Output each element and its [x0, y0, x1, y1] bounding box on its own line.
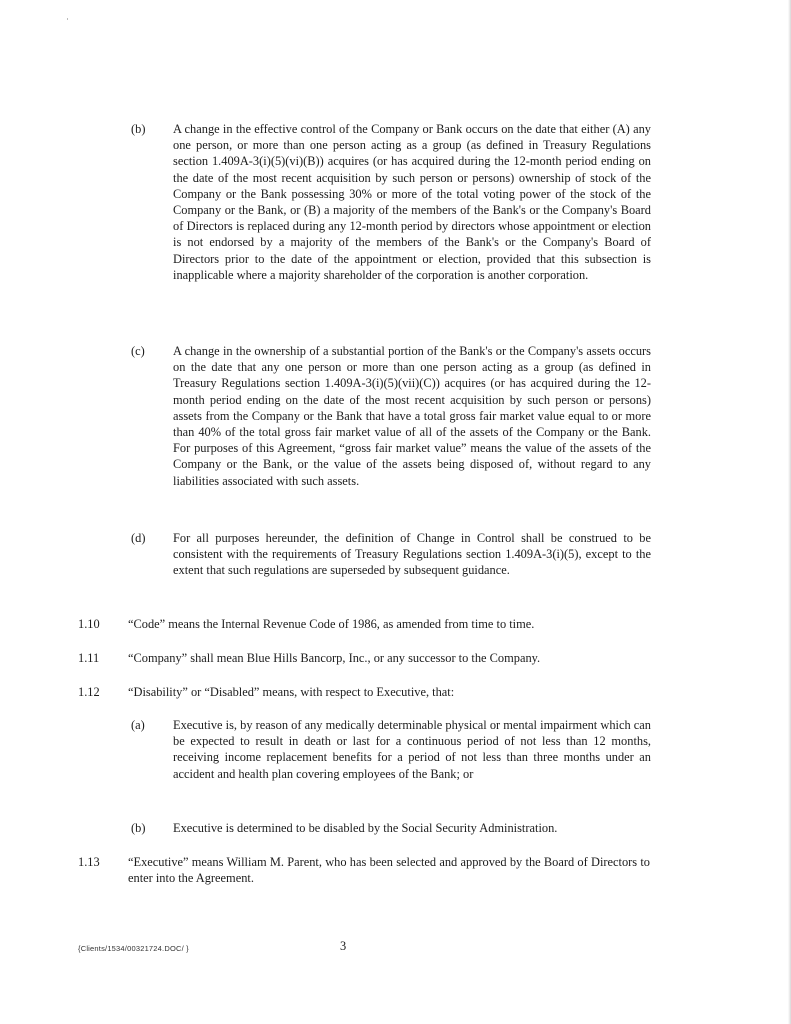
clause-b2-label: (b) [131, 821, 146, 835]
section-1-13-text: “Executive” means William M. Parent, who has been selected and approved by the Board of Directors to enter into the Agreement. [128, 855, 650, 886]
page-number: 3 [340, 939, 347, 953]
scan-speck [67, 18, 68, 20]
section-1-12-text: “Disability” or “Disabled” means, with respect to Executive, that: [128, 685, 455, 699]
clause-b-text: A change in the effective control of the Company or Bank occurs on the date that either (A) any one person, or more than one person acting as a group (as defined in Treasury Regulations section 1.409A-3(i)(5)(vi)(B)) acquires (or has acquired during the 12-month period ending on the date of the most recent acquisition by such person or persons) ownership of stock of the Company or the Bank possessing 30% or more of the total voting power of the stock of the Company or the Bank, or (B) a majority of the members of the Bank's or the Company's Board of Directors is replaced during any 12-month period by directors whose appointment or election is not endorsed by a majority of the members of the Bank's or the Company's Board of Directors prior to the date of the appointment or election, provided that this subsection is inapplicable where a majority shareholder of the corporation is another corporation. [173, 122, 651, 282]
clause-c-label: (c) [131, 344, 145, 358]
clause-b2-text: Executive is determined to be disabled by the Social Security Administration. [173, 821, 558, 835]
section-1-13-number: 1.13 [78, 855, 100, 869]
clause-d-text: For all purposes hereunder, the definition of Change in Control shall be construed to be consistent with the requirements of Treasury Regulations section 1.409A-3(i)(5), except to the extent that such regulations are superseded by subsequent guidance. [173, 531, 651, 578]
document-id: {Clients/1534/00321724.DOC/ } [78, 944, 189, 953]
section-1-12-number: 1.12 [78, 685, 100, 699]
section-1-11-text: “Company” shall mean Blue Hills Bancorp, Inc., or any successor to the Company. [128, 651, 541, 665]
clause-c-text: A change in the ownership of a substantial portion of the Bank's or the Company's assets occurs on the date that any one person or more than one person acting as a group (as defined in Treasury Regulations section 1.409A-3(i)(5)(vii)(C)) acquires (or has acquired during the 12-month period ending on the date of the most recent acquisition by such person or persons) assets from the Company or the Bank that have a total gross fair market value equal to or more than 40% of the total gross fair market value of all of the assets of the Company or the Bank. For purposes of this Agreement, “gross fair market value” means the value of the assets of the Company or the Bank, or the value of the assets being disposed of, without regard to any liabilities associated with such assets. [173, 344, 651, 488]
clause-b-label: (b) [131, 122, 146, 136]
clause-a-text: Executive is, by reason of any medically determinable physical or mental impairment which can be expected to result in death or last for a continuous period of not less than 12 months, receiving income replacement benefits for a period of not less than three months under an accident and health plan covering employees of the Bank; or [173, 718, 651, 781]
section-1-10-text: “Code” means the Internal Revenue Code of 1986, as amended from time to time. [128, 617, 535, 631]
clause-d-label: (d) [131, 531, 146, 545]
clause-a-label: (a) [131, 718, 145, 732]
section-1-11-number: 1.11 [78, 651, 100, 665]
section-1-10-number: 1.10 [78, 617, 100, 631]
